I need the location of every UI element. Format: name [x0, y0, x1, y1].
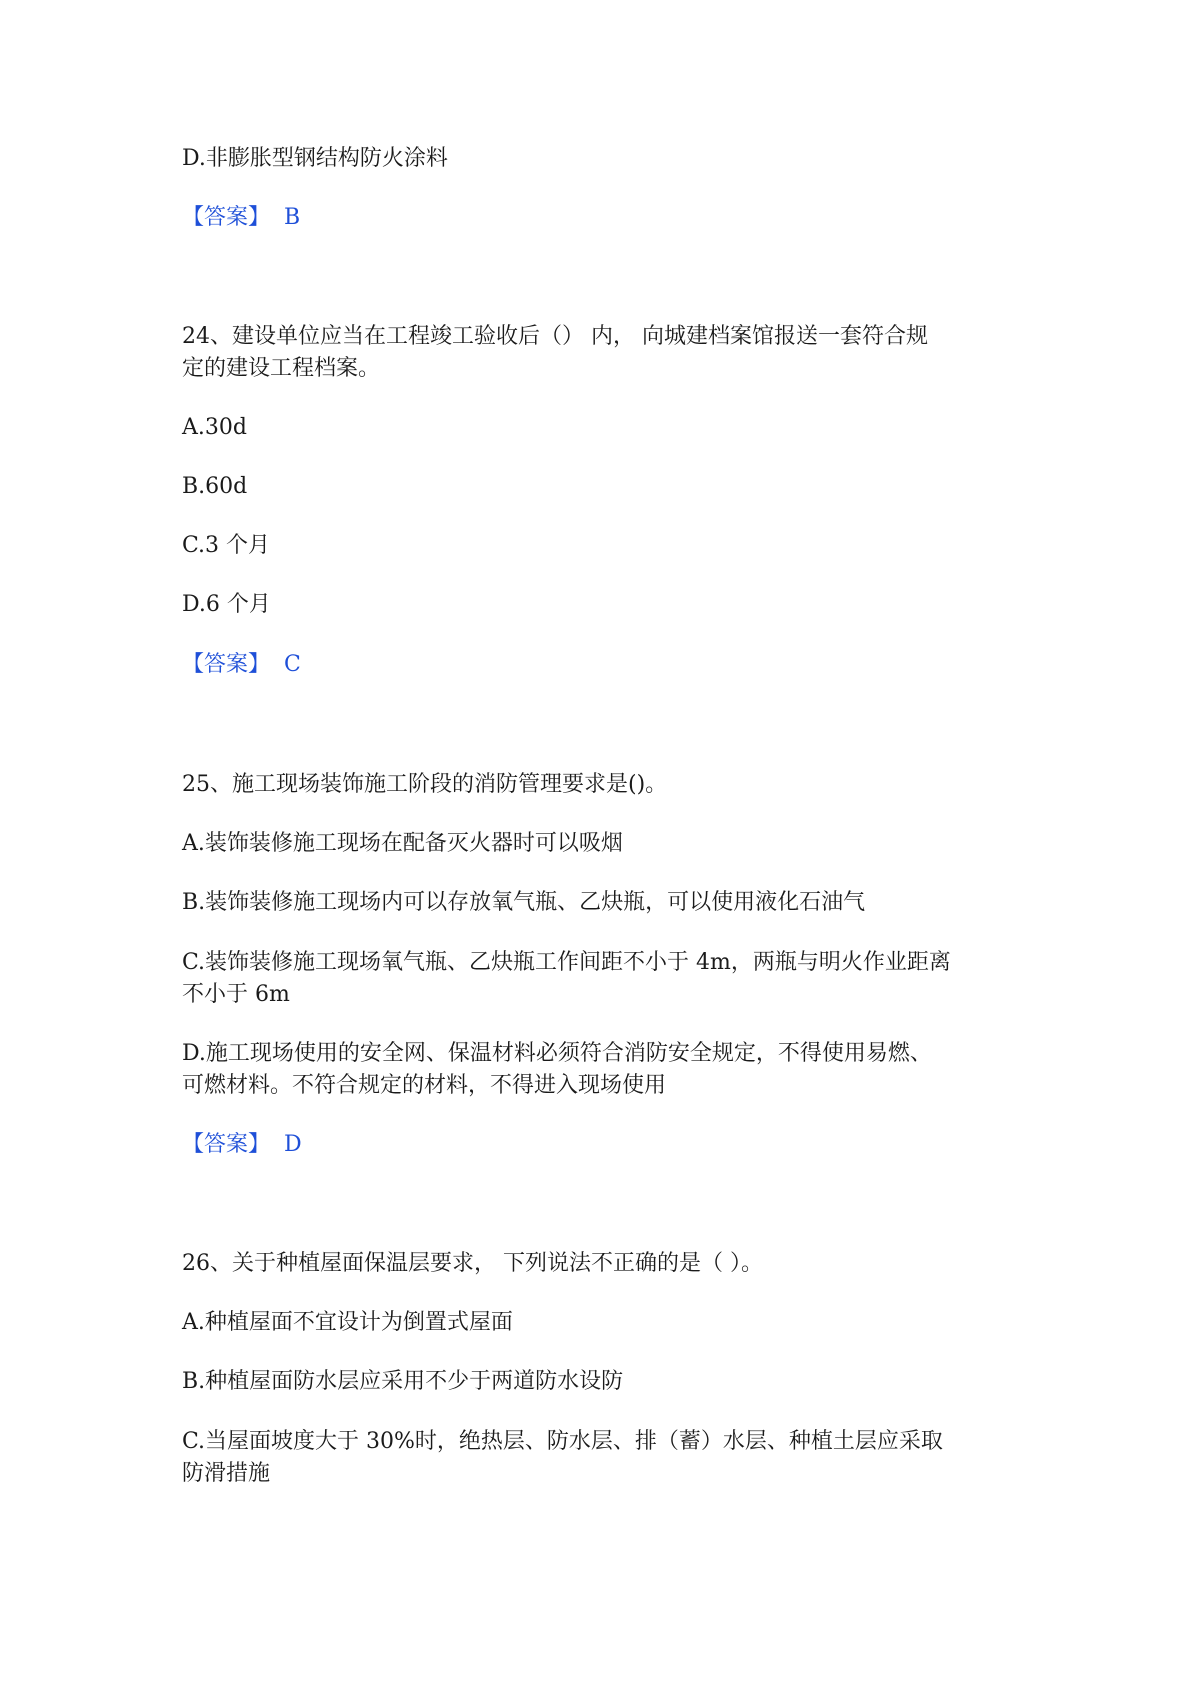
- q26-stem: 26、关于种植屋面保温层要求， 下列说法不正确的是（ ）。: [182, 1251, 763, 1276]
- q26-option-c-line-2: 防滑措施: [182, 1461, 271, 1486]
- q26-option-a: A.种植屋面不宜设计为倒置式屋面: [182, 1310, 513, 1335]
- q25-option-d-line-2: 可燃材料。不符合规定的材料，不得进入现场使用: [182, 1073, 667, 1098]
- q25-option-c-line-1: C.装饰装修施工现场氧气瓶、乙炔瓶工作间距不小于 4m，两瓶与明火作业距离: [182, 950, 951, 975]
- q25-answer-line: [182, 1130, 302, 1160]
- q24-option-c: C.3 个月: [182, 533, 271, 558]
- answer-label: 【答案】: [182, 1132, 271, 1157]
- q23-option-d: D.非膨胀型钢结构防火涂料: [182, 146, 448, 171]
- q25-option-c-line-2: 不小于 6m: [182, 982, 290, 1007]
- answer-label: 【答案】: [182, 652, 271, 677]
- q24-stem-line-2: 定的建设工程档案。: [182, 356, 381, 381]
- q25-option-a: A.装饰装修施工现场在配备灭火器时可以吸烟: [182, 831, 623, 856]
- q24-option-b: B.60d: [182, 474, 248, 499]
- answer-value: B: [284, 205, 301, 230]
- q25-option-d-line-1: D.施工现场使用的安全网、保温材料必须符合消防安全规定，不得使用易燃、: [182, 1041, 932, 1066]
- q25-stem: 25、施工现场装饰施工阶段的消防管理要求是()。: [182, 772, 668, 797]
- q24-stem-line-1: 24、建设单位应当在工程竣工验收后（） 内， 向城建档案馆报送一套符合规: [182, 324, 928, 349]
- q26-option-b: B.种植屋面防水层应采用不少于两道防水设防: [182, 1369, 624, 1394]
- answer-value: C: [284, 652, 301, 677]
- q23-answer-line: [182, 203, 300, 233]
- q26-option-c-line-1: C.当屋面坡度大于 30%时，绝热层、防水层、排（蓄）水层、种植土层应采取: [182, 1429, 943, 1454]
- q24-option-a: A.30d: [182, 415, 247, 440]
- q25-option-b: B.装饰装修施工现场内可以存放氧气瓶、乙炔瓶，可以使用液化石油气: [182, 890, 866, 915]
- q24-answer-line: [182, 650, 301, 680]
- answer-value: D: [284, 1132, 302, 1157]
- answer-label: 【答案】: [182, 205, 271, 230]
- q24-option-d: D.6 个月: [182, 592, 271, 617]
